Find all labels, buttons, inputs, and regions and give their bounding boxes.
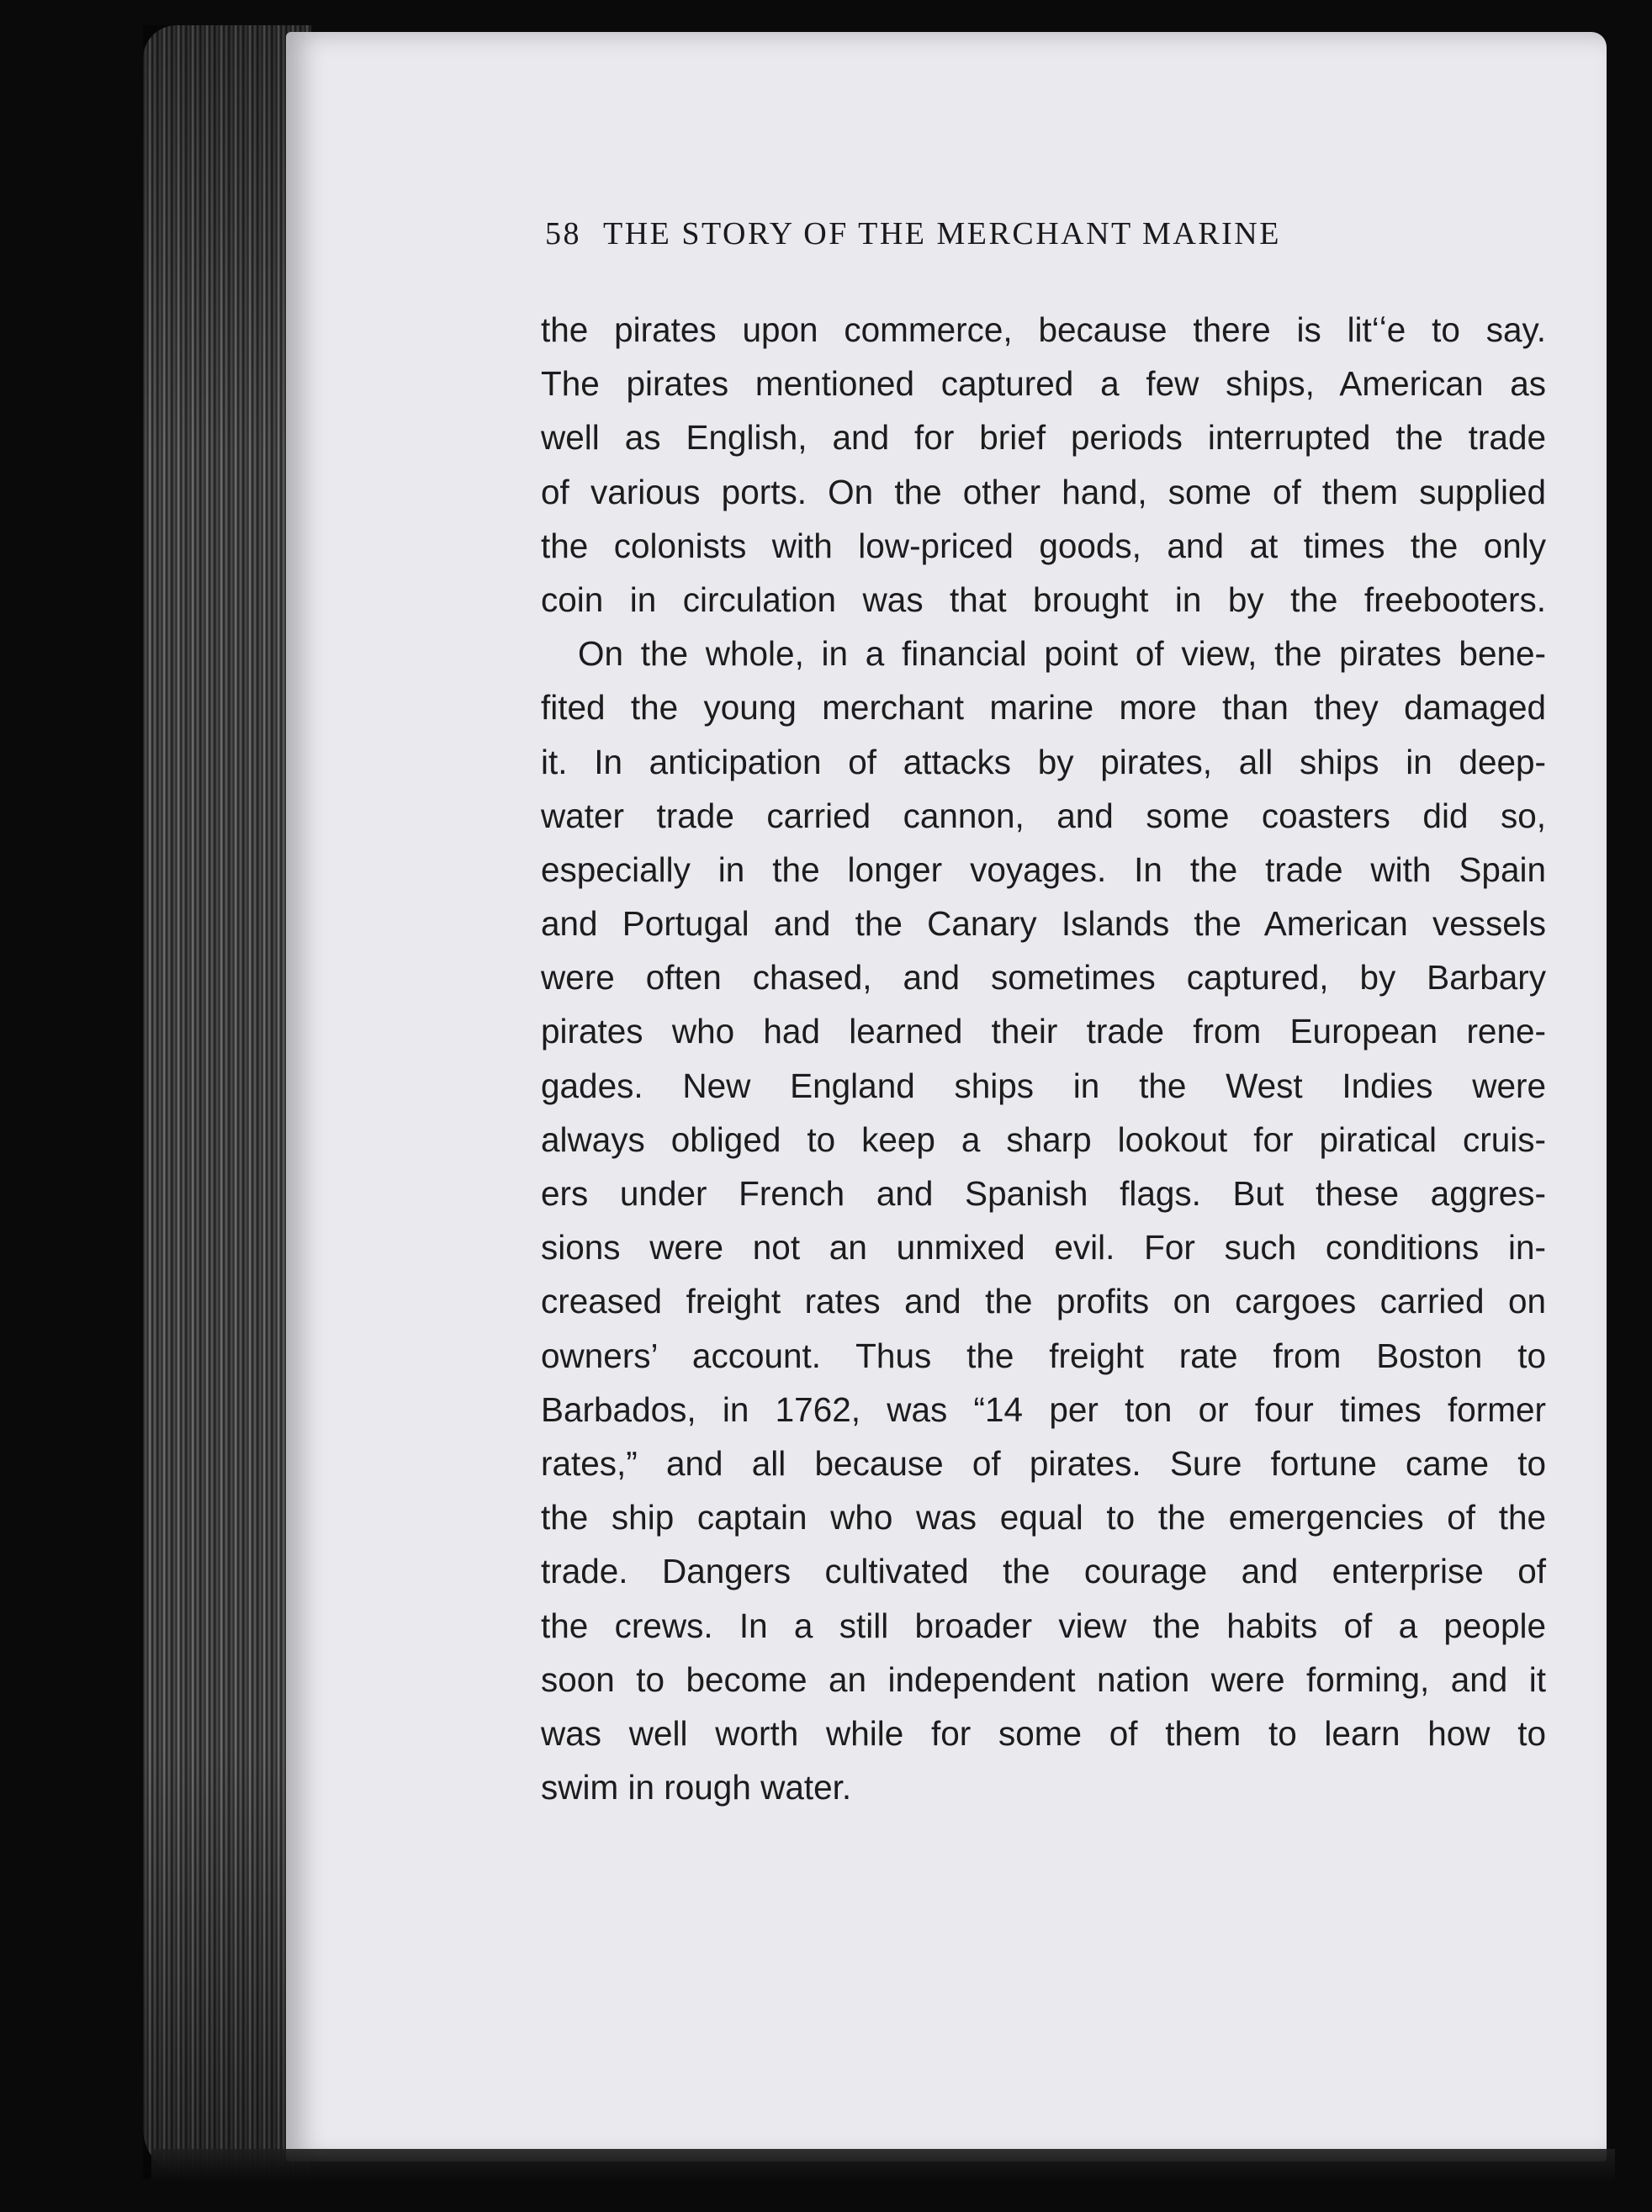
text-line: especially in the longer voyages. In the trade with Spain bbox=[541, 849, 1546, 889]
text-line: it. In anticipation of attacks by pirates, all ships in deep- bbox=[541, 742, 1546, 781]
text-line: were often chased, and sometimes captured, by Barbary bbox=[541, 958, 1546, 998]
text-line: was well worth while for some of them to learn how to bbox=[541, 1713, 1546, 1753]
text-line: coin in circulation was that brought in by the freebooters. bbox=[541, 579, 1546, 619]
text-line: The pirates mentioned captured a few ships, American as bbox=[541, 364, 1546, 404]
text-line: Barbados, in 1762, was “14 per ton or four times former bbox=[541, 1389, 1546, 1429]
text-line: swim in rough water. bbox=[541, 1768, 852, 1807]
text-line: gades. New England ships in the West Indies were bbox=[541, 1066, 1546, 1105]
text-line: soon to become an independent nation were forming, and it bbox=[541, 1659, 1546, 1699]
text-line: the colonists with low-priced goods, and at times the only bbox=[541, 526, 1546, 565]
body-text bbox=[541, 303, 1546, 1814]
text-line: sions were not an unmixed evil. For such conditions in- bbox=[541, 1228, 1546, 1267]
text-line: pirates who had learned their trade from European rene- bbox=[541, 1012, 1546, 1051]
text-line: the pirates upon commerce, because there is lit‘ʻe to say. bbox=[541, 310, 1546, 349]
page-bottom-edge bbox=[151, 2149, 1615, 2183]
text-line: owners’ account. Thus the freight rate from Boston to bbox=[541, 1336, 1546, 1375]
text-line: ers under French and Spanish flags. But these aggres- bbox=[541, 1174, 1546, 1213]
text-line: rates,” and all because of pirates. Sure fortune came to bbox=[541, 1443, 1546, 1483]
text-line: and Portugal and the Canary Islands the American vessels bbox=[541, 904, 1546, 944]
text-line: the crews. In a still broader view the habits of a people bbox=[541, 1606, 1546, 1645]
text-line: creased freight rates and the profits on cargoes carried on bbox=[541, 1282, 1546, 1321]
text-line: well as English, and for brief periods interrupted the trade bbox=[541, 418, 1546, 458]
text-line: the ship captain who was equal to the emergencies of the bbox=[541, 1498, 1546, 1537]
text-line: water trade carried cannon, and some coasters did so, bbox=[541, 796, 1546, 835]
running-header bbox=[545, 215, 1460, 252]
page-number: 58 bbox=[545, 216, 581, 251]
text-line: always obliged to keep a sharp lookout for piratical cruis- bbox=[541, 1119, 1546, 1159]
text-line: On the whole, in a financial point of view, the pirates bene- bbox=[578, 634, 1546, 674]
text-line: trade. Dangers cultivated the courage and enterprise of bbox=[541, 1552, 1546, 1591]
text-line: of various ports. On the other hand, some of them supplied bbox=[541, 472, 1546, 511]
running-title: THE STORY OF THE MERCHANT MARINE bbox=[603, 216, 1281, 251]
text-line: fited the young merchant marine more than they damaged bbox=[541, 688, 1546, 728]
